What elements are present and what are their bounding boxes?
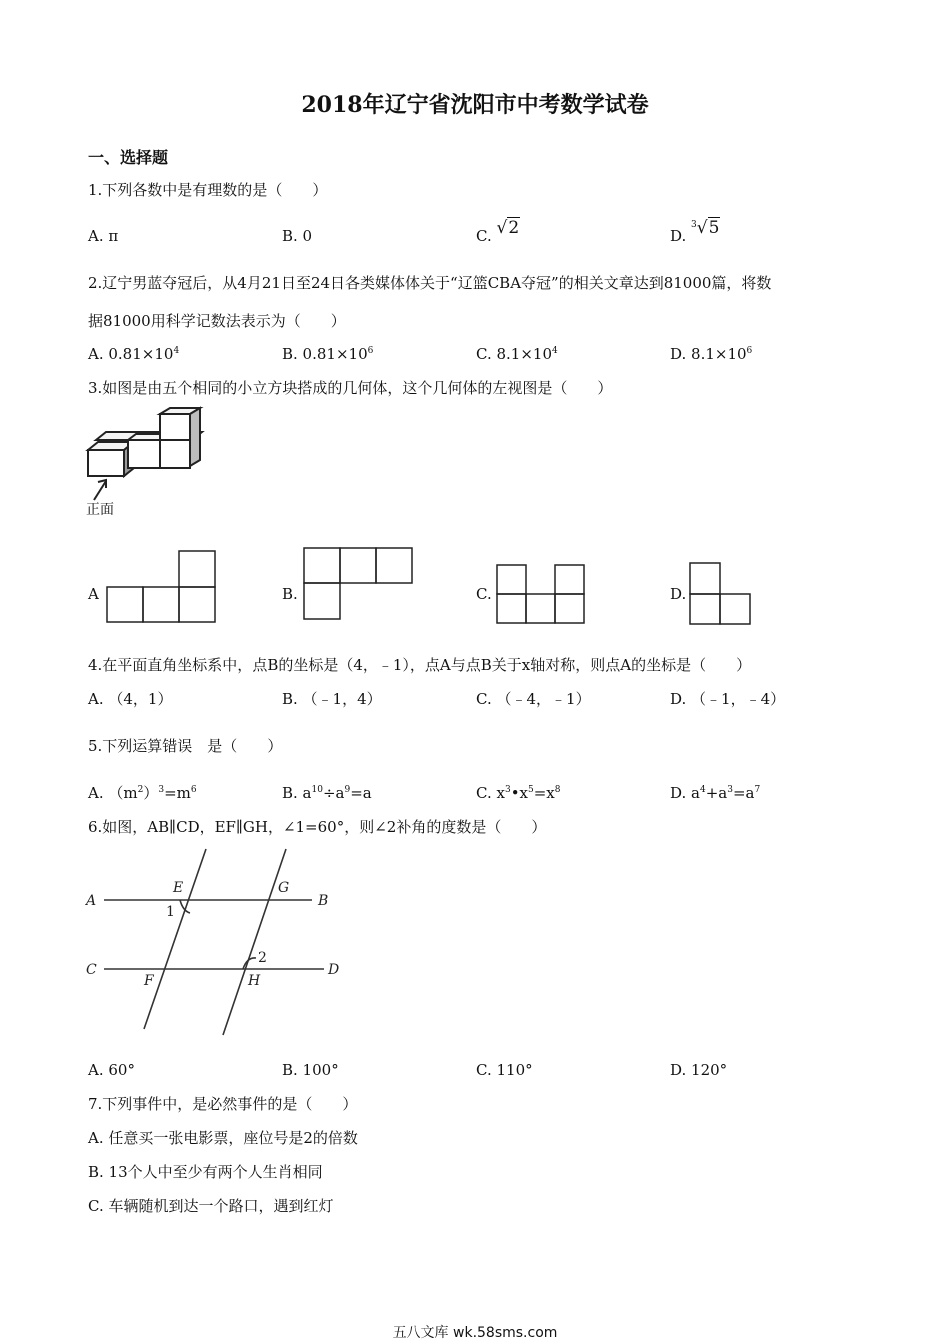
q3-option-d-label: D. [670, 585, 687, 603]
q3-option-a-figure [106, 550, 216, 624]
label-a: A [86, 893, 97, 909]
q5-c-part3: =x [533, 784, 555, 802]
q1-option-c-radicand: 2 [508, 218, 520, 238]
q2-option-d-exp: 6 [746, 346, 753, 356]
q3-option-d-figure [689, 562, 753, 626]
q7-option-b: B. 13个人中至少有两个人生肖相同 [88, 1163, 323, 1181]
q1-option-d-index: 3 [691, 220, 697, 230]
line-gh [223, 849, 286, 1035]
line-ef [144, 849, 206, 1029]
q5-d-exp3: 7 [754, 785, 761, 795]
question-1-stem: 1.下列各数中是有理数的是（ ） [88, 181, 328, 199]
q5-a-exp2: 3 [158, 785, 165, 795]
q2-option-d-base: D. 8.1×10 [670, 345, 747, 363]
q5-b-exp2: 9 [344, 785, 351, 795]
q5-a-part1: A. （m [88, 784, 138, 802]
q1-option-c [476, 218, 520, 246]
question-2-stem-line-1: 2.辽宁男蓝夺冠后，从4月21日至24日各类媒体体关于“辽篮CBA夺冠”的相关文章达到81000篇，将数 [88, 274, 772, 292]
q5-option-b [282, 783, 372, 803]
q1-option-b: B. 0 [282, 227, 313, 245]
q7-option-a: A. 任意买一张电影票，座位号是2的倍数 [88, 1129, 358, 1147]
q5-d-part1: D. a [670, 784, 700, 802]
q2-option-b-base: B. 0.81×10 [282, 345, 368, 363]
q3-option-c-figure [496, 564, 586, 624]
q5-a-exp1: 2 [137, 785, 144, 795]
footer-watermark: 五八文库 wk.58sms.com [392, 1325, 558, 1341]
q3-cube-figure [82, 408, 212, 520]
label-b: B [318, 893, 329, 909]
cbrt-symbol: $^3$√5 [691, 218, 720, 238]
q5-a-part3: =m [164, 784, 191, 802]
q1-option-d [670, 218, 720, 246]
q5-b-exp1: 10 [311, 785, 323, 795]
label-h: H [248, 973, 261, 989]
q4-option-a: A. （4，1） [88, 690, 173, 708]
q5-option-a [88, 783, 197, 803]
q5-c-exp1: 3 [504, 785, 511, 795]
q7-option-c: C. 车辆随机到达一个路口，遇到红灯 [88, 1197, 334, 1215]
q6-parallel-lines-figure [80, 845, 350, 1040]
q2-option-a-exp: 4 [173, 346, 180, 356]
q4-option-d: D. （﹣1，﹣4） [670, 690, 786, 708]
question-4-stem: 4.在平面直角坐标系中，点B的坐标是（4，﹣1），点A与点B关于x轴对称，则点A的坐标是（ ） [88, 656, 752, 674]
q2-option-c-exp: 4 [552, 346, 558, 356]
q6-option-b: B. 100° [282, 1061, 339, 1079]
q5-c-exp3: 8 [554, 785, 561, 795]
q5-b-part2: ÷a [322, 784, 345, 802]
q2-option-b-exp: 6 [367, 346, 374, 356]
q2-option-c [476, 344, 558, 364]
q5-d-part2: +a [705, 784, 728, 802]
q5-d-exp1: 4 [699, 785, 706, 795]
q2-option-c-base: C. 8.1×10 [476, 345, 552, 363]
q5-option-c [476, 783, 561, 803]
q4-option-b: B. （﹣1，4） [282, 690, 382, 708]
question-2-stem-line-2: 据81000用科学记数法表示为（ ） [88, 312, 346, 330]
angle-2-arc [243, 958, 256, 969]
q2-option-d [670, 344, 752, 364]
q1-option-a: A. π [88, 227, 119, 245]
q3-option-b-label: B. [282, 585, 298, 603]
label-g: G [278, 880, 290, 896]
q3-front-label: 正面 [86, 502, 114, 518]
q5-c-part1: C. x [476, 784, 505, 802]
q6-option-d: D. 120° [670, 1061, 728, 1079]
q1-option-d-radicand: 5 [708, 218, 720, 238]
page-title: 2018年辽宁省沈阳市中考数学试卷 [301, 92, 649, 118]
q5-option-d [670, 783, 760, 803]
label-d: D [328, 962, 340, 978]
question-6-stem: 6.如图，AB∥CD，EF∥GH，∠1=60°，则∠2补角的度数是（ ） [88, 818, 547, 836]
q2-option-a-base: A. 0.81×10 [88, 345, 174, 363]
label-c: C [86, 962, 97, 978]
q2-option-b [282, 344, 373, 364]
q3-option-c-label: C. [476, 585, 492, 603]
label-angle-1: 1 [166, 904, 175, 920]
q3-option-b-figure [303, 547, 415, 621]
q5-d-part3: =a [732, 784, 755, 802]
q5-c-exp2: 5 [528, 785, 534, 795]
question-3-stem: 3.如图是由五个相同的小立方块搭成的几何体，这个几何体的左视图是（ ） [88, 379, 613, 397]
question-5-stem: 5.下列运算错误 是（ ） [88, 737, 283, 755]
q1-option-d-label: D. [670, 227, 687, 245]
q5-a-part2: ） [143, 784, 159, 802]
q6-option-a: A. 60° [88, 1061, 135, 1079]
q2-option-a [88, 344, 179, 364]
label-f: F [144, 973, 154, 989]
section-heading: 一、选择题 [88, 148, 169, 167]
q3-option-a-label: A [88, 585, 99, 603]
label-angle-2: 2 [258, 950, 267, 966]
q5-a-exp3: 6 [190, 785, 197, 795]
sqrt-symbol: √2 [496, 218, 520, 238]
q1-option-c-label: C. [476, 227, 492, 245]
q5-c-part2: •x [510, 784, 528, 802]
label-e: E [173, 880, 184, 896]
q5-b-part1: B. a [282, 784, 312, 802]
q5-d-exp2: 3 [727, 785, 733, 795]
q5-b-part3: =a [350, 784, 372, 802]
q6-option-c: C. 110° [476, 1061, 533, 1079]
q4-option-c: C. （﹣4，﹣1） [476, 690, 591, 708]
question-7-stem: 7.下列事件中，是必然事件的是（ ） [88, 1095, 358, 1113]
